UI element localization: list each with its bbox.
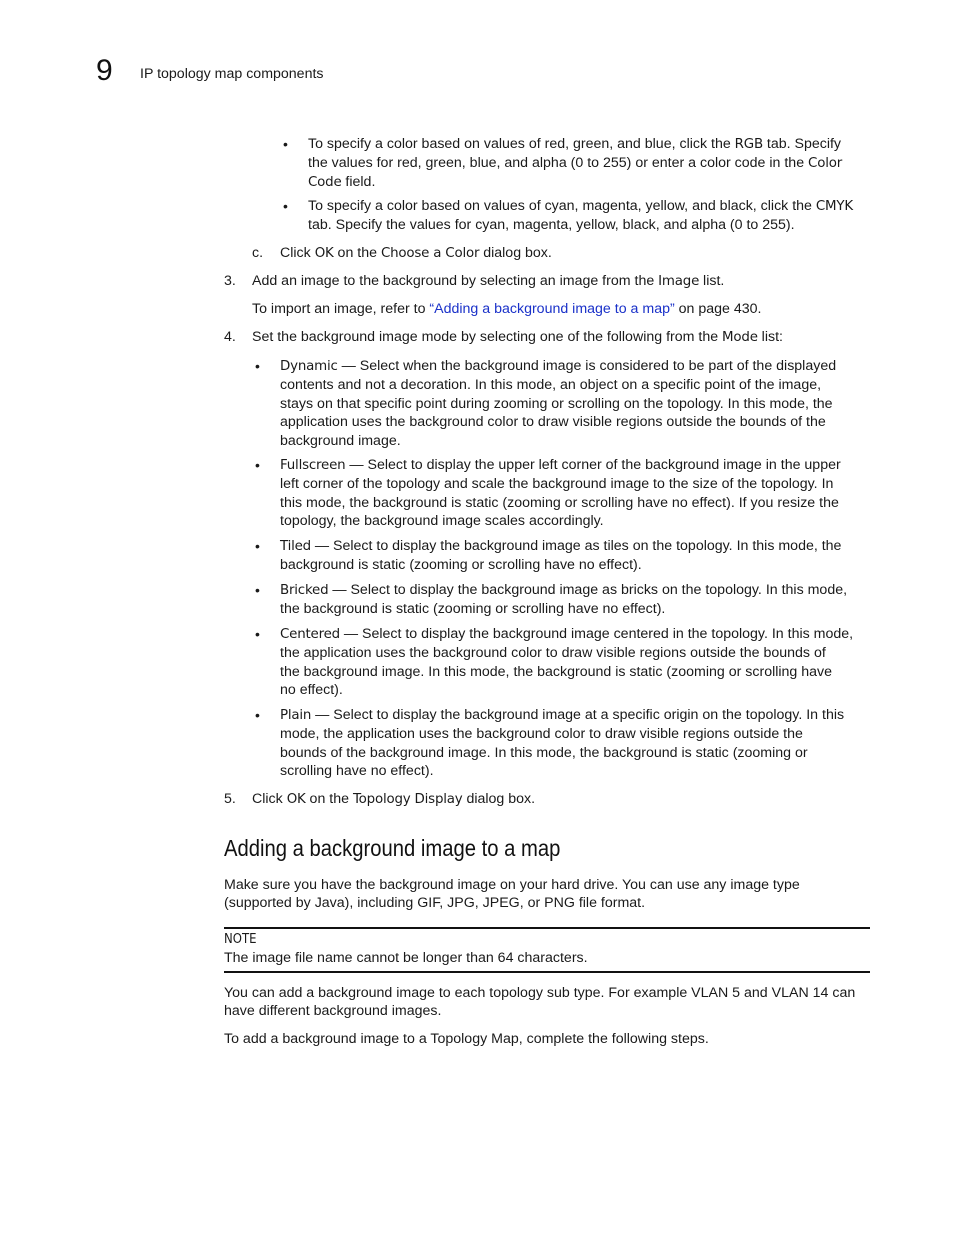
text-line: scrolling have no effect). <box>280 763 434 780</box>
bullet-marker: • <box>255 457 260 473</box>
text-line: Dynamic — Select when the background image is considered to be part of the displayed <box>280 358 837 374</box>
ui-element-name: Plain <box>280 708 312 723</box>
text-line: the background image. In this mode, the background is static (zooming or scrolling have <box>280 663 833 680</box>
text-line: the background is static (zooming or scrolling have no effect). <box>280 600 666 617</box>
running-header-title: IP topology map components <box>140 66 324 82</box>
note-top-rule <box>224 927 870 929</box>
step-c-marker: c. <box>252 245 264 261</box>
ui-element-name: OK <box>286 792 306 807</box>
mode-option-item <box>280 456 841 531</box>
bullet-marker: • <box>255 358 260 374</box>
section-paragraph-2 <box>224 984 855 1021</box>
text-line: the values for red, green, blue, and alpha (0 to 255) or enter a color code in the Color <box>308 154 843 171</box>
text-line: Tiled — Select to display the background image as tiles on the topology. In this mode, the <box>280 538 842 554</box>
text-line: bounds of the background image. In this mode, the background is static (zooming or <box>280 744 808 761</box>
mode-option-item <box>280 537 841 575</box>
ui-element-name: Dynamic <box>280 359 338 374</box>
ui-element-name: CMYK <box>815 199 853 214</box>
ui-element-name: Mode <box>722 330 758 345</box>
ui-element-name: Choose a Color <box>380 246 480 261</box>
text-line: left corner of the topology and scale the background image to the size of the topology. In <box>280 475 834 492</box>
ui-element-name: Code <box>308 174 342 190</box>
section-heading: Adding a background image to a map <box>224 835 561 861</box>
chapter-number: 9 <box>96 54 113 87</box>
section-intro <box>224 876 800 913</box>
mode-option-item <box>280 581 847 619</box>
bullet-marker: • <box>255 582 260 598</box>
bullet-marker: • <box>255 538 260 554</box>
mode-option-item <box>280 706 844 781</box>
text-line: Fullscreen — Select to display the upper left corner of the background image in the upper <box>280 457 841 473</box>
text-line: To add a background image to a Topology Map, complete the following steps. <box>224 1031 709 1047</box>
mode-option-item <box>280 625 853 700</box>
text-line: Code field. <box>308 173 376 190</box>
bullet-marker: • <box>283 136 288 152</box>
ui-element-name: Centered <box>280 627 340 642</box>
step-4-text: Set the background image mode by selecting one of the following from the Mode list: <box>252 329 783 345</box>
text-line: background image. <box>280 433 401 450</box>
ui-element-name: Bricked <box>280 583 329 598</box>
text-line: application uses the background color to draw visible regions outside the bounds of the <box>280 414 826 431</box>
text-line: Plain — Select to display the background image at a specific origin on the topology. In this <box>280 707 845 723</box>
note-text: The image file name cannot be longer than 64 characters. <box>224 950 588 966</box>
ui-element-name: Tiled <box>280 539 311 554</box>
bullet-marker: • <box>283 198 288 214</box>
text-line: mode, the application uses the background color to draw visible regions outside the <box>280 725 803 742</box>
text-line: Centered — Select to display the background image centered in the topology. In this mode, <box>280 626 854 642</box>
text-line: stays on that specific point during zooming or scrolling on the topology. In this mode, the <box>280 395 833 412</box>
text-line: Bricked — Select to display the background image as bricks on the topology. In this mode, <box>280 582 848 598</box>
ui-element-name: RGB <box>734 137 763 152</box>
ui-element-name: Image <box>658 274 700 289</box>
section-paragraph-3 <box>224 1030 709 1048</box>
note-bottom-rule <box>224 971 870 973</box>
text-line: contents and not a decoration. In this mode, an object on a specific point of the image, <box>280 376 822 393</box>
step-5-text: Click OK on the Topology Display dialog box. <box>252 791 536 807</box>
note-label: NOTE <box>224 932 257 947</box>
mode-option-item <box>280 357 836 451</box>
step-3-text: Add an image to the background by selecting an image from the Image list. <box>252 273 725 289</box>
ui-element-name: OK <box>314 246 334 261</box>
text-line: this mode, the background is static (zooming or scrolling have no effect). If you resize the <box>280 494 839 511</box>
text-line: Make sure you have the background image on your hard drive. You can use any image type <box>224 877 800 893</box>
step-3-reference: To import an image, refer to “Adding a background image to a map” on page 430. <box>252 301 762 317</box>
ui-element-name: Topology Display <box>352 792 463 807</box>
step-5-marker: 5. <box>224 791 236 807</box>
text-line: To specify a color based on values of cyan, magenta, yellow, and black, click the CMYK <box>308 198 853 214</box>
text-line: no effect). <box>280 682 343 699</box>
text-line: tab. Specify the values for cyan, magenta, yellow, black, and alpha (0 to 255). <box>308 216 795 233</box>
bullet-marker: • <box>255 707 260 723</box>
cross-reference-link[interactable]: “Adding a background image to a map” <box>429 301 675 317</box>
text-line: have different background images. <box>224 1003 442 1020</box>
text-line: To specify a color based on values of red, green, and blue, click the RGB tab. Specify <box>308 136 842 152</box>
step-3-marker: 3. <box>224 273 236 289</box>
text-line: (supported by Java), including GIF, JPG, JPEG, or PNG file format. <box>224 895 646 912</box>
color-option-item <box>308 197 853 235</box>
text-line: background is static (zooming or scrolling have no effect). <box>280 556 642 573</box>
bullet-marker: • <box>255 626 260 642</box>
ui-element-name: Fullscreen <box>280 458 346 473</box>
text-line: topology, the background image scales accordingly. <box>280 513 604 530</box>
step-4-marker: 4. <box>224 329 236 345</box>
text-line: You can add a background image to each topology sub type. For example VLAN 5 and VLAN 14 can <box>224 985 856 1001</box>
ui-element-name: Color <box>808 155 843 171</box>
step-c-text: Click OK on the Choose a Color dialog box. <box>280 245 552 261</box>
text-line: the application uses the background color to draw visible regions outside the bounds of <box>280 644 826 661</box>
color-option-item <box>308 135 842 191</box>
